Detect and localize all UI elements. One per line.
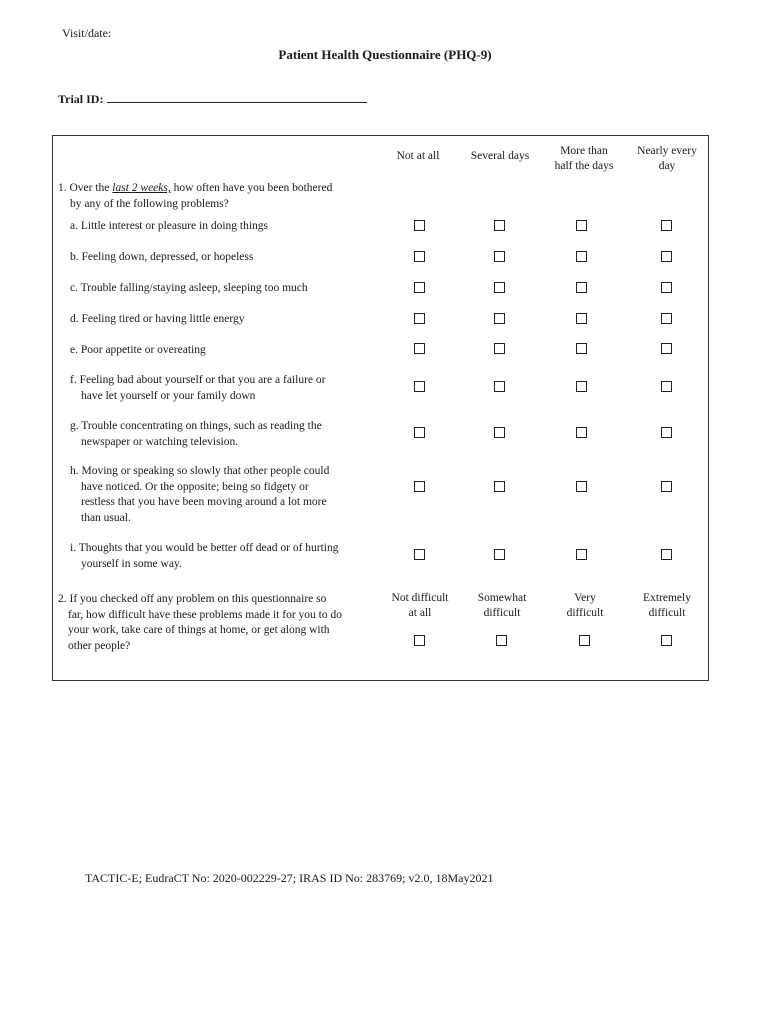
page-title: Patient Health Questionnaire (PHQ-9) <box>278 47 492 62</box>
difficulty-header-line: difficult <box>566 607 604 619</box>
item-a <box>70 219 375 235</box>
question-1-line: by any of the following problems? <box>70 197 229 210</box>
item-i-checkbox-several-days[interactable] <box>494 549 505 560</box>
column-header-line: Several days <box>470 150 530 162</box>
difficulty-header-line: difficult <box>648 607 686 619</box>
item-line: g. Trouble concentrating on things, such as reading the <box>70 420 322 432</box>
item-c-checkbox-nearly-every-day[interactable] <box>661 282 672 293</box>
column-header-line: More than <box>560 145 608 157</box>
item-line: c. Trouble falling/staying asleep, sleeping too much <box>70 282 308 294</box>
item-i <box>70 541 380 572</box>
question-1-prefix: 1. Over the <box>58 182 113 194</box>
column-header-several-days <box>460 149 540 164</box>
item-e <box>70 343 375 359</box>
item-g <box>70 419 380 450</box>
item-h-checkbox-nearly-every-day[interactable] <box>661 481 672 492</box>
item-a-checkbox-nearly-every-day[interactable] <box>661 220 672 231</box>
item-b-checkbox-more-than-half[interactable] <box>576 251 587 262</box>
item-line: a. Little interest or pleasure in doing things <box>70 220 269 232</box>
item-f-checkbox-not-at-all[interactable] <box>414 381 425 392</box>
item-e-checkbox-several-days[interactable] <box>494 343 505 354</box>
item-d-checkbox-nearly-every-day[interactable] <box>661 313 672 324</box>
item-line: restless that you have been moving around a lot more <box>81 496 327 508</box>
item-f-checkbox-several-days[interactable] <box>494 381 505 392</box>
item-b-checkbox-nearly-every-day[interactable] <box>661 251 672 262</box>
question-1-line <box>58 181 378 197</box>
item-line: f. Feeling bad about yourself or that you are a failure or <box>70 374 326 386</box>
item-c <box>70 281 375 297</box>
item-g-checkbox-several-days[interactable] <box>494 427 505 438</box>
item-d-checkbox-not-at-all[interactable] <box>414 313 425 324</box>
question-1-emphasis: last 2 weeks, <box>112 182 171 194</box>
item-a-checkbox-more-than-half[interactable] <box>576 220 587 231</box>
column-header-line: day <box>658 160 676 172</box>
question-1-suffix: how often have you been bothered <box>170 182 333 194</box>
item-line: b. Feeling down, depressed, or hopeless <box>70 251 254 263</box>
item-g-checkbox-nearly-every-day[interactable] <box>661 427 672 438</box>
difficulty-checkbox-very[interactable] <box>579 635 590 646</box>
item-h-checkbox-not-at-all[interactable] <box>414 481 425 492</box>
column-header-line: Nearly every <box>637 145 697 157</box>
column-header-line: Not at all <box>396 150 440 162</box>
question-1 <box>58 181 378 212</box>
item-line: have noticed. Or the opposite; being so fidgety or <box>81 480 309 493</box>
item-c-checkbox-several-days[interactable] <box>494 282 505 293</box>
difficulty-header-not-difficult <box>380 591 460 621</box>
question-2-line: your work, take care of things at home, or get along with <box>68 624 330 636</box>
item-line: i. Thoughts that you would be better off dead or of hurting <box>70 542 339 554</box>
item-a-checkbox-several-days[interactable] <box>494 220 505 231</box>
question-2-line: other people? <box>68 639 131 652</box>
item-g-checkbox-not-at-all[interactable] <box>414 427 425 438</box>
item-c-checkbox-more-than-half[interactable] <box>576 282 587 293</box>
item-f-checkbox-more-than-half[interactable] <box>576 381 587 392</box>
difficulty-header-line: difficult <box>483 607 521 619</box>
difficulty-header-line: Somewhat <box>477 592 527 604</box>
difficulty-checkbox-somewhat[interactable] <box>496 635 507 646</box>
question-2-line: far, how difficult have these problems made it for you to do <box>68 608 342 621</box>
item-d-checkbox-several-days[interactable] <box>494 313 505 324</box>
trial-id-field <box>58 92 367 107</box>
difficulty-header-somewhat <box>462 591 542 621</box>
difficulty-header-line: at all <box>408 607 432 619</box>
item-e-checkbox-more-than-half[interactable] <box>576 343 587 354</box>
column-header-line: half the days <box>554 160 614 172</box>
item-line: have let yourself or your family down <box>81 389 256 402</box>
difficulty-header-line: Very <box>574 592 596 604</box>
question-2-line: 2. If you checked off any problem on this questionnaire so <box>58 593 327 605</box>
trial-id-label: Trial ID: <box>58 92 104 106</box>
item-d-checkbox-more-than-half[interactable] <box>576 313 587 324</box>
difficulty-checkbox-extremely[interactable] <box>661 635 672 646</box>
item-i-checkbox-not-at-all[interactable] <box>414 549 425 560</box>
item-line: yourself in some way. <box>81 557 182 570</box>
item-g-checkbox-more-than-half[interactable] <box>576 427 587 438</box>
visit-date-label: Visit/date: <box>62 26 112 40</box>
item-line: d. Feeling tired or having little energy <box>70 313 245 325</box>
column-header-more-than-half <box>542 144 626 174</box>
item-line: e. Poor appetite or overeating <box>70 344 206 356</box>
item-h-checkbox-more-than-half[interactable] <box>576 481 587 492</box>
item-line: newspaper or watching television. <box>81 435 239 448</box>
difficulty-checkbox-not-difficult[interactable] <box>414 635 425 646</box>
item-h-checkbox-several-days[interactable] <box>494 481 505 492</box>
item-a-checkbox-not-at-all[interactable] <box>414 220 425 231</box>
item-line: than usual. <box>81 511 131 524</box>
item-f-checkbox-nearly-every-day[interactable] <box>661 381 672 392</box>
question-2 <box>58 592 383 654</box>
footer-reference: TACTIC-E; EudraCT No: 2020-002229-27; IRAS ID No: 283769; v2.0, 18May2021 <box>85 871 494 885</box>
difficulty-header-very <box>545 591 625 621</box>
item-c-checkbox-not-at-all[interactable] <box>414 282 425 293</box>
item-i-checkbox-more-than-half[interactable] <box>576 549 587 560</box>
difficulty-header-line: Extremely <box>643 592 691 604</box>
item-e-checkbox-not-at-all[interactable] <box>414 343 425 354</box>
item-b <box>70 250 375 266</box>
item-b-checkbox-not-at-all[interactable] <box>414 251 425 262</box>
column-header-not-at-all <box>383 149 453 164</box>
difficulty-header-extremely <box>627 591 707 621</box>
item-d <box>70 312 375 328</box>
item-h <box>70 464 380 526</box>
trial-id-blank-line[interactable] <box>107 92 367 103</box>
difficulty-header-line: Not difficult <box>391 592 449 604</box>
item-e-checkbox-nearly-every-day[interactable] <box>661 343 672 354</box>
item-b-checkbox-several-days[interactable] <box>494 251 505 262</box>
column-header-nearly-every-day <box>627 144 707 174</box>
item-f <box>70 373 380 404</box>
item-line: h. Moving or speaking so slowly that other people could <box>70 465 330 477</box>
item-i-checkbox-nearly-every-day[interactable] <box>661 549 672 560</box>
